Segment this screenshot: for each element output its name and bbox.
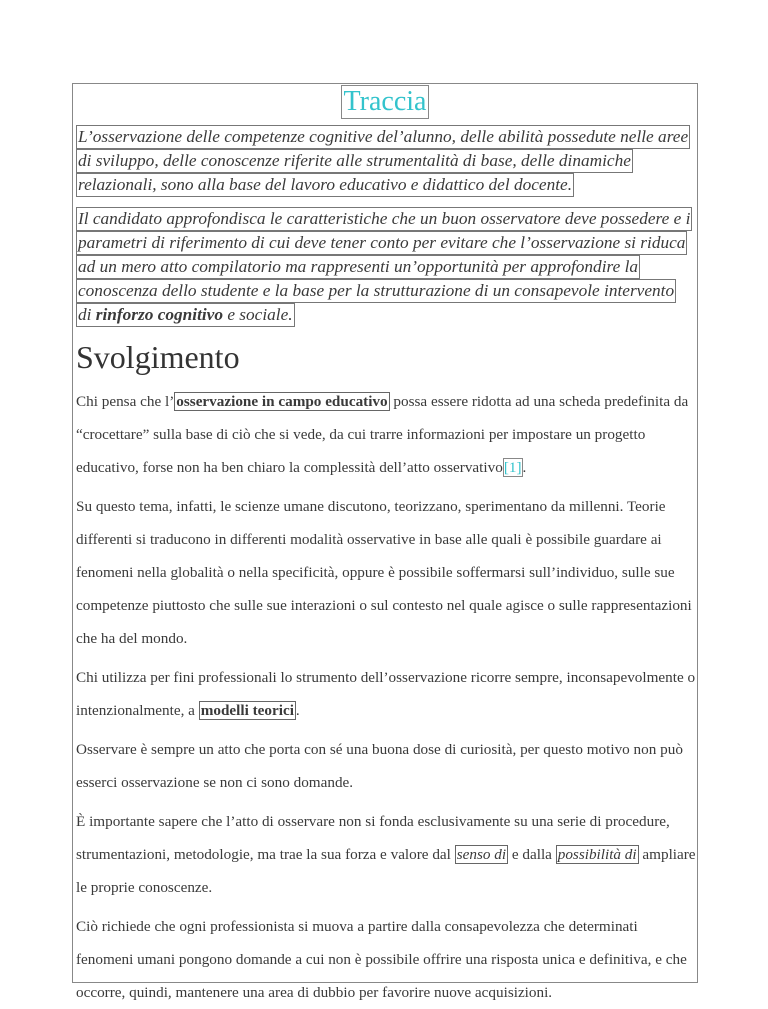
- text-run: .: [522, 459, 527, 476]
- prompt-paragraph-1: [76, 125, 697, 197]
- text-line: Il candidato approfondisca le caratteristiche che un buon osservatore deve possedere e i: [76, 207, 692, 231]
- italic-term: possibilità di: [557, 846, 637, 863]
- text-line: parametri di riferimento di cui deve tener conto per evitare che l’osservazione si riduca: [76, 231, 687, 255]
- text-run: e sociale.: [223, 305, 293, 324]
- bold-term: rinforzo cognitivo: [95, 305, 223, 324]
- text-line: L’osservazione delle competenze cognitive del’alunno, delle abilità possedute nelle aree: [76, 125, 690, 149]
- bold-term: modelli teorici: [200, 702, 294, 719]
- body-paragraph: [76, 805, 696, 904]
- body-paragraph: Ciò richiede che ogni professionista si muova a partire dalla consapevolezza che determinati fenomeni umani pongono domande a cui non è possibile offrire una risposta unica e definitiva, e che occorre, quindi, mantenere una area di dubbio per favorire nuove acquisizioni.: [76, 918, 687, 1001]
- body-paragraph: [76, 661, 696, 727]
- text-run: e dalla: [508, 846, 556, 863]
- text-run: Chi utilizza per fini professionali lo strumento dell’osservazione ricorre sempre, inconsapevolmente o intenzionalmente, a: [76, 669, 696, 719]
- body-paragraph: Su questo tema, infatti, le scienze umane discutono, teorizzano, sperimentano da millenni. Teorie differenti si traducono in differenti modalità osservative in base alle quali è possibile guardare ai fenomeni nella globalità o nella specificità, oppure è possibile soffermarsi sull’individuo, sulle sue competenze piuttosto che sulle sue interazioni o sul contesto nel quale agisce o sulle rappresentazioni che ha del mondo.: [76, 498, 692, 647]
- body-paragraph: [76, 385, 696, 484]
- text-line: ad un mero atto compilatorio ma rappresenti un’opportunità per approfondire la: [76, 255, 640, 279]
- text-line: di sviluppo, delle conoscenze riferite alle strumentalità di base, delle dinamiche: [76, 149, 633, 173]
- text-run: possa essere ridotta ad una scheda predefinita da “crocettare” sulla base di ciò che si vede, da cui trarre informazioni per impostare un progetto educativo, forse non ha ben chiaro la complessità dell’atto osservativo: [76, 393, 689, 476]
- assignment-prompt: [76, 125, 697, 327]
- italic-term: senso di: [456, 846, 507, 863]
- section-title: Traccia: [341, 85, 430, 119]
- text-run: di: [78, 305, 96, 324]
- essay-body: [73, 385, 697, 1009]
- footnote-link[interactable]: [1]: [503, 459, 522, 476]
- body-paragraph: Osservare è sempre un atto che porta con sé una buona dose di curiosità, per questo motivo non può esserci osservazione se non ci sono domande.: [76, 741, 683, 791]
- prompt-paragraph-2: [76, 207, 697, 327]
- text-line: relazionali, sono alla base del lavoro educativo e didattico del docente.: [76, 173, 574, 197]
- text-line: [76, 303, 295, 327]
- text-line: conoscenza dello studente e la base per la strutturazione di un consapevole intervento: [76, 279, 676, 303]
- text-run: ampliare le proprie conoscenze.: [76, 846, 696, 896]
- text-run: .: [295, 702, 300, 719]
- text-run: È importante sapere che l’atto di osservare non si fonda esclusivamente su una serie di procedure, strumentazioni, metodologie, ma trae la sua forza e valore dal: [76, 813, 670, 863]
- text-run: Chi pensa che l’: [76, 393, 175, 410]
- bold-term: osservazione in campo educativo: [176, 393, 388, 410]
- document-page: [72, 83, 698, 1001]
- section-heading: Svolgimento: [76, 339, 240, 375]
